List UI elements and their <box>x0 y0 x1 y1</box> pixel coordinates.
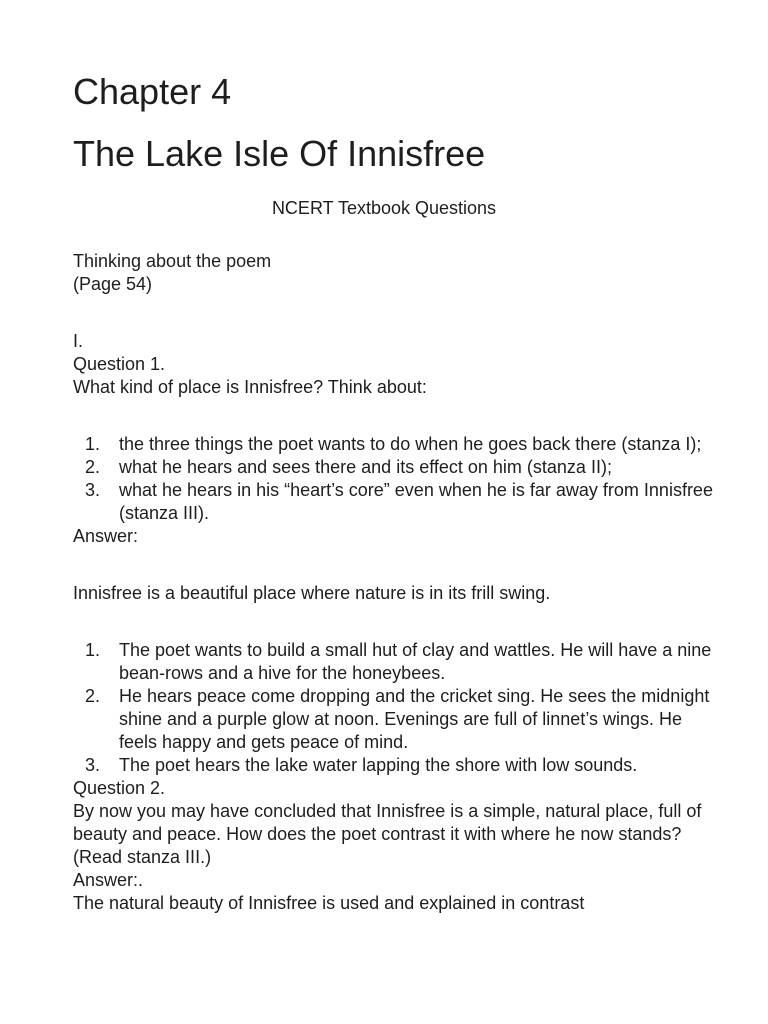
list-item-text: what he hears in his “heart’s core” even when he is far away from Innisfree (stanza III). <box>119 480 713 523</box>
list-item-text: The poet wants to build a small hut of clay and wattles. He will have a nine bean-rows and a hive for the honeybees. <box>119 640 712 683</box>
subtitle: NCERT Textbook Questions <box>271 198 497 218</box>
list-item <box>73 456 713 479</box>
page-reference: (Page 54) <box>73 274 153 294</box>
answer-label: Answer: <box>73 526 139 546</box>
list-item <box>73 639 713 685</box>
answer-intro: Innisfree is a beautiful place where nature is in its frill swing. <box>73 583 551 603</box>
document-body <box>73 250 713 915</box>
question-2-label: Question 2. <box>73 778 166 798</box>
list-item-number: 2. <box>85 457 101 477</box>
answer-2-text: The natural beauty of Innisfree is used and explained in contrast <box>73 893 585 913</box>
list-item-number: 2. <box>85 686 101 706</box>
list-item-number: 1. <box>85 640 101 660</box>
part-number: I. <box>73 331 84 351</box>
list-item-text: The poet hears the lake water lapping the shore with low sounds. <box>119 755 638 775</box>
list-item-text: the three things the poet wants to do when he goes back there (stanza I); <box>119 434 702 454</box>
question-1-text: What kind of place is Innisfree? Think about: <box>73 377 427 397</box>
answer-1-items <box>73 639 713 777</box>
list-item <box>73 754 713 777</box>
list-item <box>73 685 713 754</box>
list-item <box>73 433 713 456</box>
list-item <box>73 479 713 525</box>
list-item-text: what he hears and sees there and its effect on him (stanza II); <box>119 457 612 477</box>
list-item-number: 3. <box>85 480 101 500</box>
list-item-number: 3. <box>85 755 101 775</box>
poem-title: The Lake Isle Of Innisfree <box>73 133 486 174</box>
question-1-subitems <box>73 433 713 525</box>
list-item-text: He hears peace come dropping and the cricket sing. He sees the midnight shine and a purple glow at noon. Evenings are full of linnet’s wings. He feels happy and gets peace of mind. <box>119 686 710 752</box>
list-item-number: 1. <box>85 434 101 454</box>
section-heading: Thinking about the poem <box>73 251 272 271</box>
answer-label: Answer:. <box>73 870 144 890</box>
question-2-text: By now you may have concluded that Innisfree is a simple, natural place, full of beauty and peace. How does the poet contrast it with where he now stands? (Read stanza III.) <box>73 801 702 867</box>
question-1-label: Question 1. <box>73 354 166 374</box>
chapter-heading: Chapter 4 <box>73 71 232 112</box>
